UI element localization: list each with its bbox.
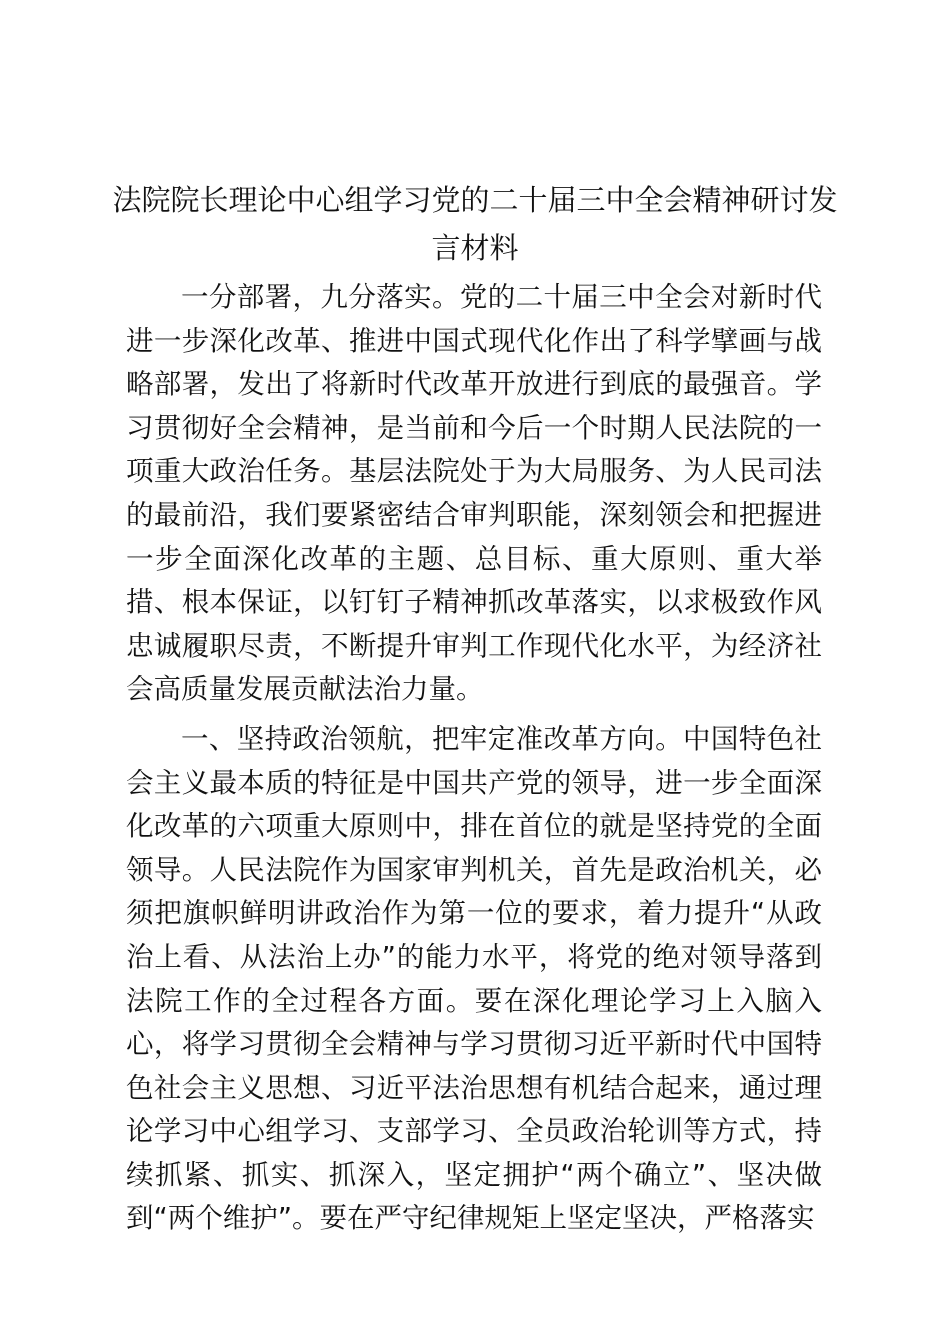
paragraph-intro: 一分部署，九分落实。党的二十届三中全会对新时代进一步深化改革、推进中国式现代化作出了科学擘画与战略部署，发出了将新时代改革开放进行到底的最强音。学习贯彻好全会精神，是当前和今后一个时期人民法院的一项重大政治任务。基层法院处于为大局服务、为人民司法的最前沿，我们要紧密结合审判职能，深刻领会和把握进一步全面深化改革的主题、总目标、重大原则、重大举措、根本保证，以钉钉子精神抓改革落实，以求极致作风忠诚履职尽责，不断提升审判工作现代化水平，为经济社会高质量发展贡献法治力量。 <box>126 281 822 706</box>
document-body <box>126 276 822 1247</box>
document-title: 法院院长理论中心组学习党的二十届三中全会精神研讨发言材料 <box>112 183 838 265</box>
paragraph-section-1: 一、坚持政治领航，把牢定准改革方向。中国特色社会主义最本质的特征是中国共产党的领导，进一步全面深化改革的六项重大原则中，排在首位的就是坚持党的全面领导。人民法院作为国家审判机关，首先是政治机关，必须把旗帜鲜明讲政治作为第一位的要求，着力提升“从政治上看、从法治上办”的能力水平，将党的绝对领导落到法院工作的全过程各方面。要在深化理论学习上入脑入心，将学习贯彻全会精神与学习贯彻习近平新时代中国特色社会主义思想、习近平法治思想有机结合起来，通过理论学习中心组学习、支部学习、全员政治轮训等方式，持续抓紧、抓实、抓深入，坚定拥护“两个确立”、坚决做到“两个维护”。要在严守纪律规矩上坚定坚决，严格落实 <box>126 722 822 1235</box>
